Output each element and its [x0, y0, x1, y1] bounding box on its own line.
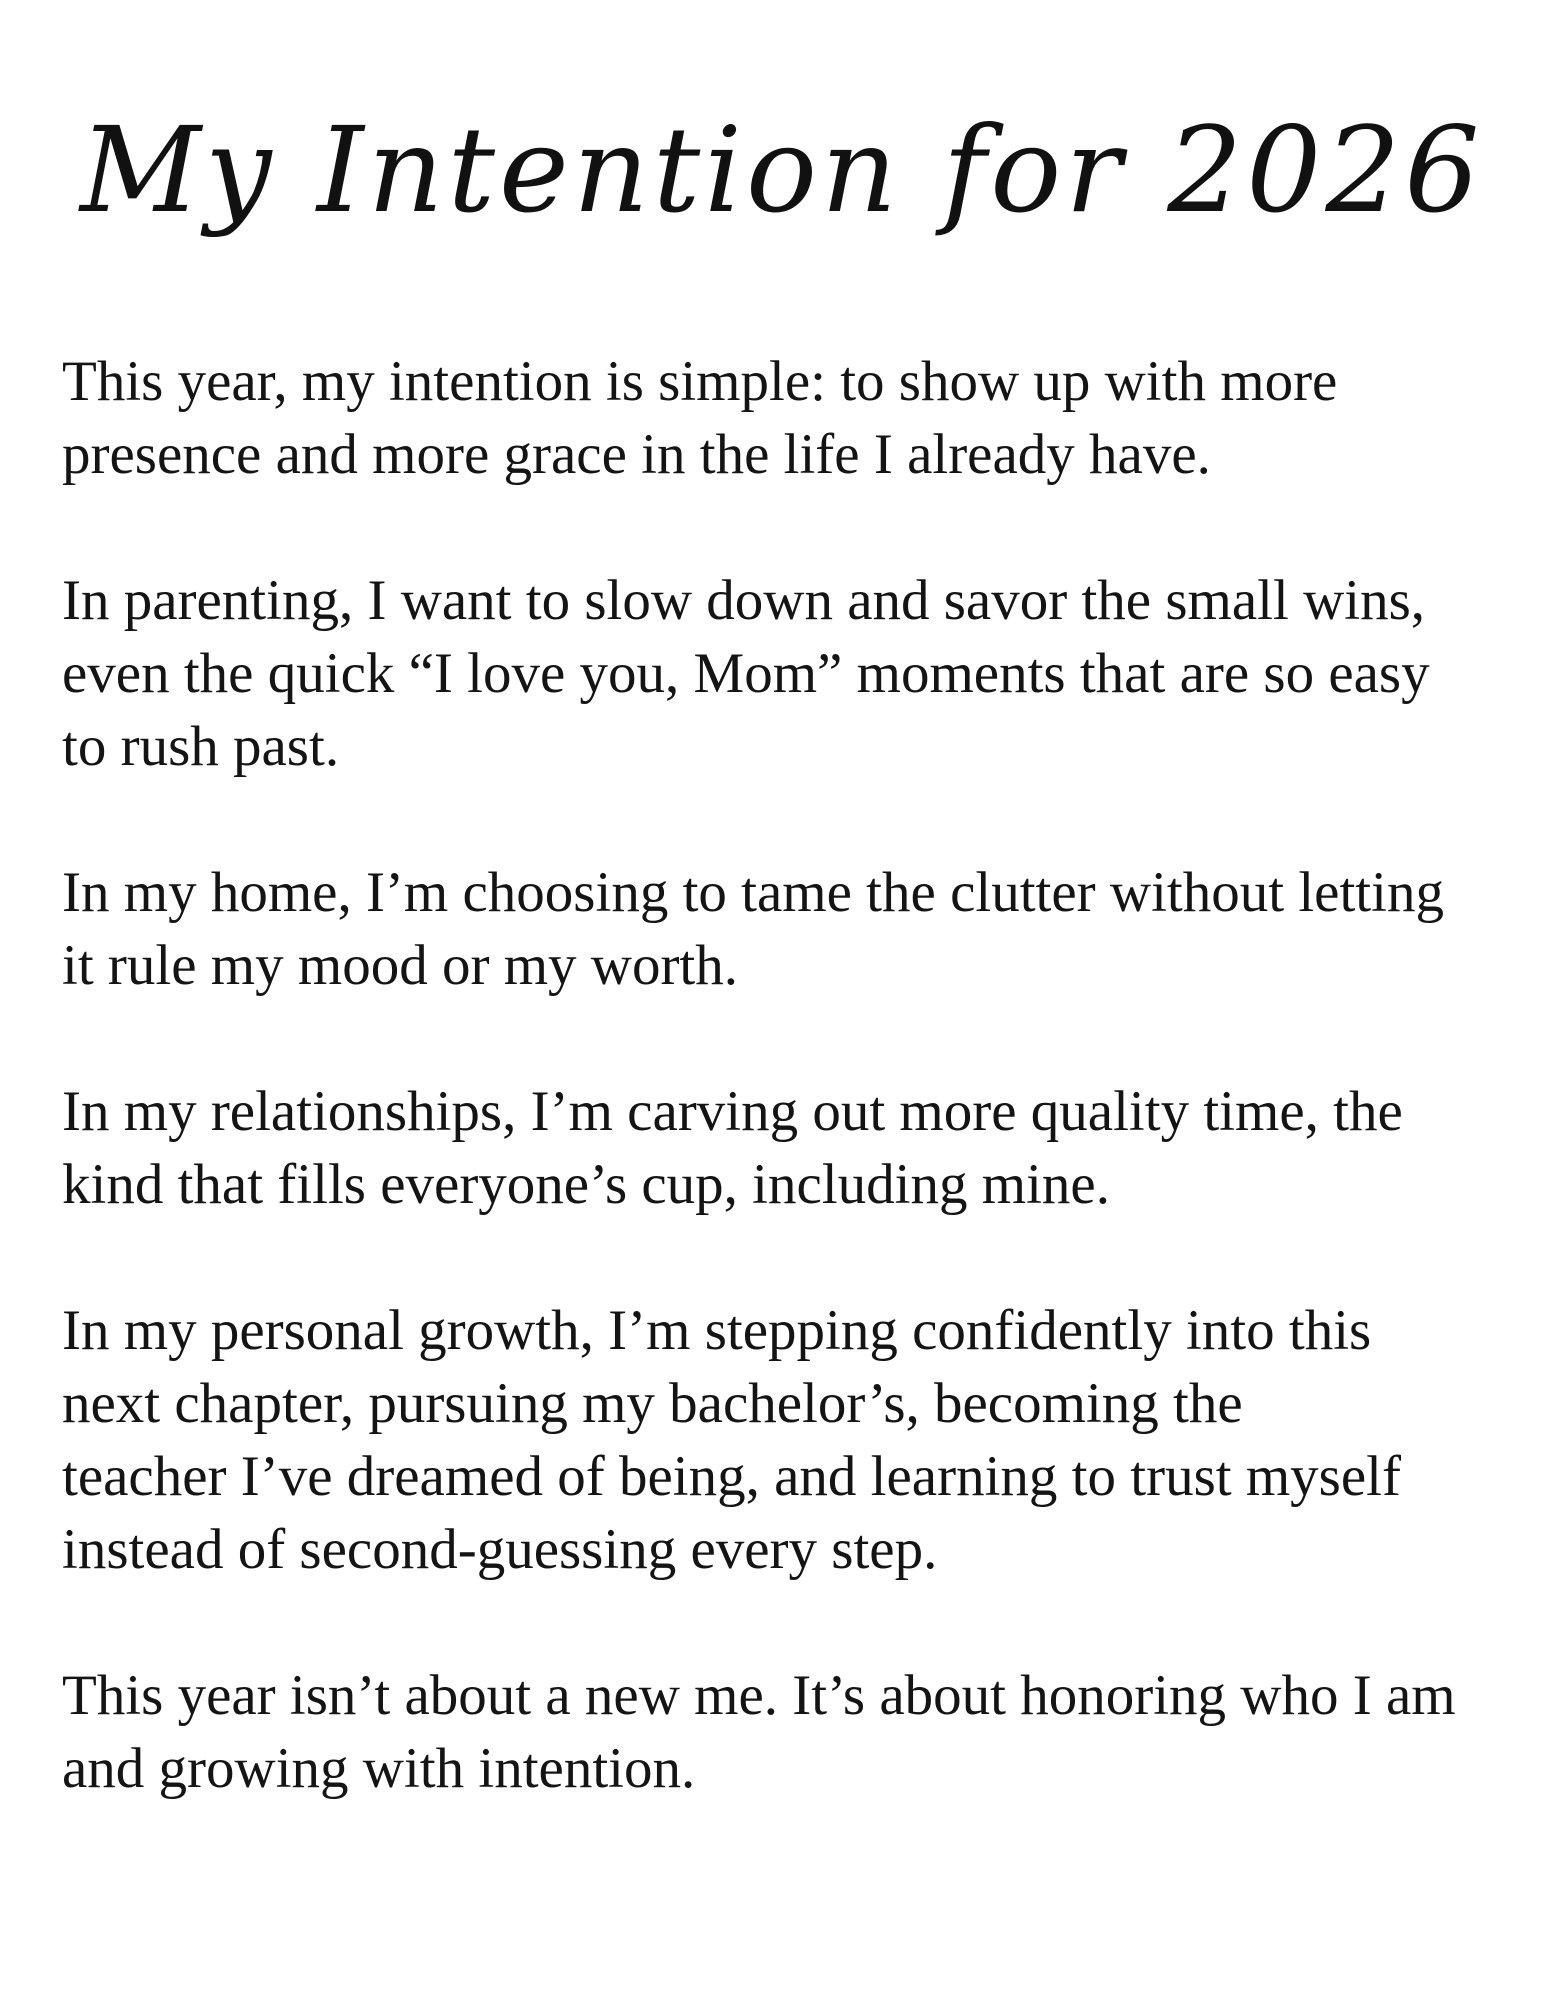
text-line: This year, my intention is simple: to show up with more — [62, 350, 1338, 413]
text-line: next chapter, pursuing my bachelor’s, becoming the — [62, 1372, 1243, 1435]
text-line: kind that fills everyone’s cup, including mine. — [62, 1153, 1110, 1216]
text-line: to rush past. — [62, 715, 340, 778]
text-line: In my relationships, I’m carving out more quality time, the — [62, 1080, 1403, 1143]
text-line: it rule my mood or my worth. — [62, 934, 739, 997]
document-body — [62, 345, 1492, 1878]
paragraph-closing — [62, 1659, 1492, 1805]
text-line: This year isn’t about a new me. It’s about honoring who I am — [62, 1664, 1456, 1727]
text-line: In my personal growth, I’m stepping confidently into this — [62, 1299, 1372, 1362]
paragraph-relationships — [62, 1075, 1492, 1221]
paragraph-parenting — [62, 564, 1492, 783]
text-line: even the quick “I love you, Mom” moments that are so easy — [62, 642, 1430, 705]
text-line: presence and more grace in the life I already have. — [62, 423, 1211, 486]
page-title: My Intention for 2026 — [80, 101, 1484, 239]
text-line: instead of second-guessing every step. — [62, 1518, 938, 1581]
text-line: teacher I’ve dreamed of being, and learning to trust myself — [62, 1445, 1401, 1508]
paragraph-intention — [62, 345, 1492, 491]
paragraph-personal-growth — [62, 1294, 1492, 1586]
text-line: In parenting, I want to slow down and savor the small wins, — [62, 569, 1426, 632]
paragraph-home — [62, 856, 1492, 1002]
text-line: and growing with intention. — [62, 1737, 696, 1800]
text-line: In my home, I’m choosing to tame the clutter without letting — [62, 861, 1444, 924]
